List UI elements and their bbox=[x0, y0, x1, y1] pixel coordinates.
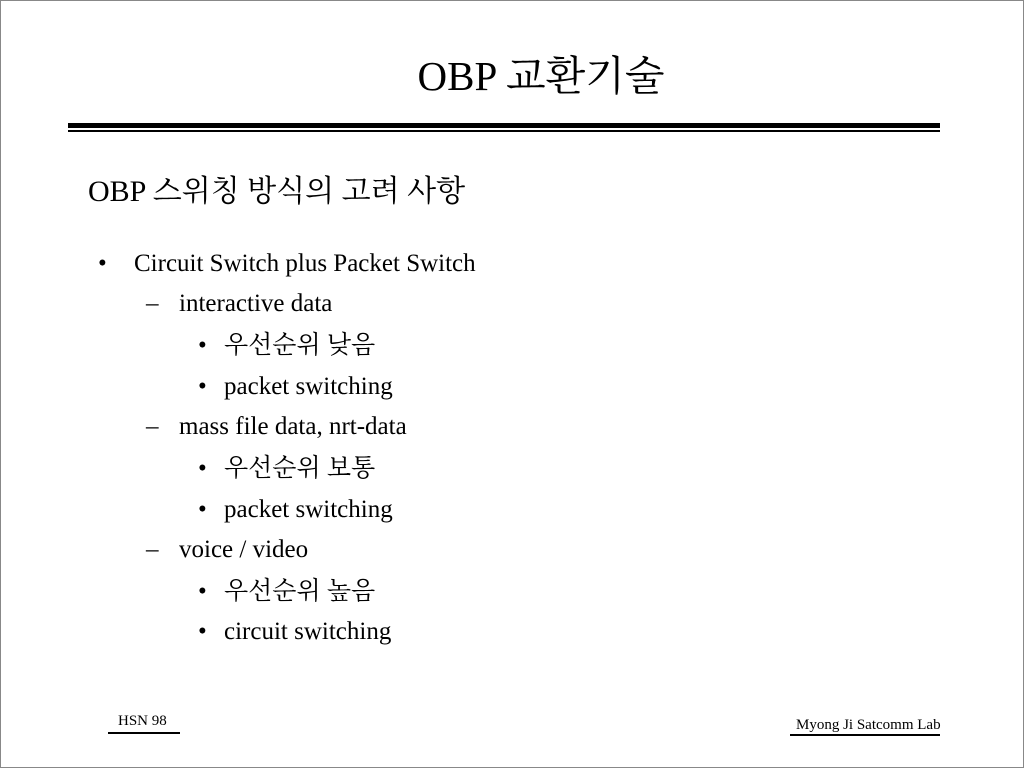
footer-right-text: Myong Ji Satcomm Lab bbox=[796, 717, 941, 733]
footer-left-text: HSN 98 bbox=[118, 713, 167, 729]
sub-sub-item: packet switching bbox=[224, 373, 393, 400]
dot-marker: • bbox=[198, 578, 207, 605]
sub-item-label: mass file data, nrt-data bbox=[179, 413, 407, 440]
sub-sub-item: circuit switching bbox=[224, 618, 392, 645]
bullet-marker: • bbox=[98, 250, 107, 277]
sub-item-label: interactive data bbox=[179, 290, 333, 317]
dash-marker: – bbox=[146, 413, 159, 440]
sub-sub-item: 우선순위 높음 bbox=[224, 578, 376, 605]
sub-sub-item: 우선순위 보통 bbox=[224, 455, 376, 482]
sub-sub-item: packet switching bbox=[224, 496, 393, 523]
title-underline-thin bbox=[68, 130, 940, 132]
title-underline bbox=[68, 123, 940, 133]
dash-marker: – bbox=[146, 290, 159, 317]
dash-marker: – bbox=[146, 536, 159, 563]
footer-left-rule bbox=[108, 732, 180, 734]
dot-marker: • bbox=[198, 332, 207, 359]
dot-marker: • bbox=[198, 618, 207, 645]
slide-title: OBP 교환기술 bbox=[417, 53, 665, 99]
dot-marker: • bbox=[198, 373, 207, 400]
slide-subtitle: OBP 스위칭 방식의 고려 사항 bbox=[88, 175, 466, 208]
bullet-item-l1: Circuit Switch plus Packet Switch bbox=[134, 250, 476, 277]
sub-item-label: voice / video bbox=[179, 536, 309, 563]
title-underline-thick bbox=[68, 123, 940, 128]
dot-marker: • bbox=[198, 455, 207, 482]
dot-marker: • bbox=[198, 496, 207, 523]
sub-sub-item: 우선순위 낮음 bbox=[224, 332, 376, 359]
footer-right-rule bbox=[790, 734, 940, 736]
